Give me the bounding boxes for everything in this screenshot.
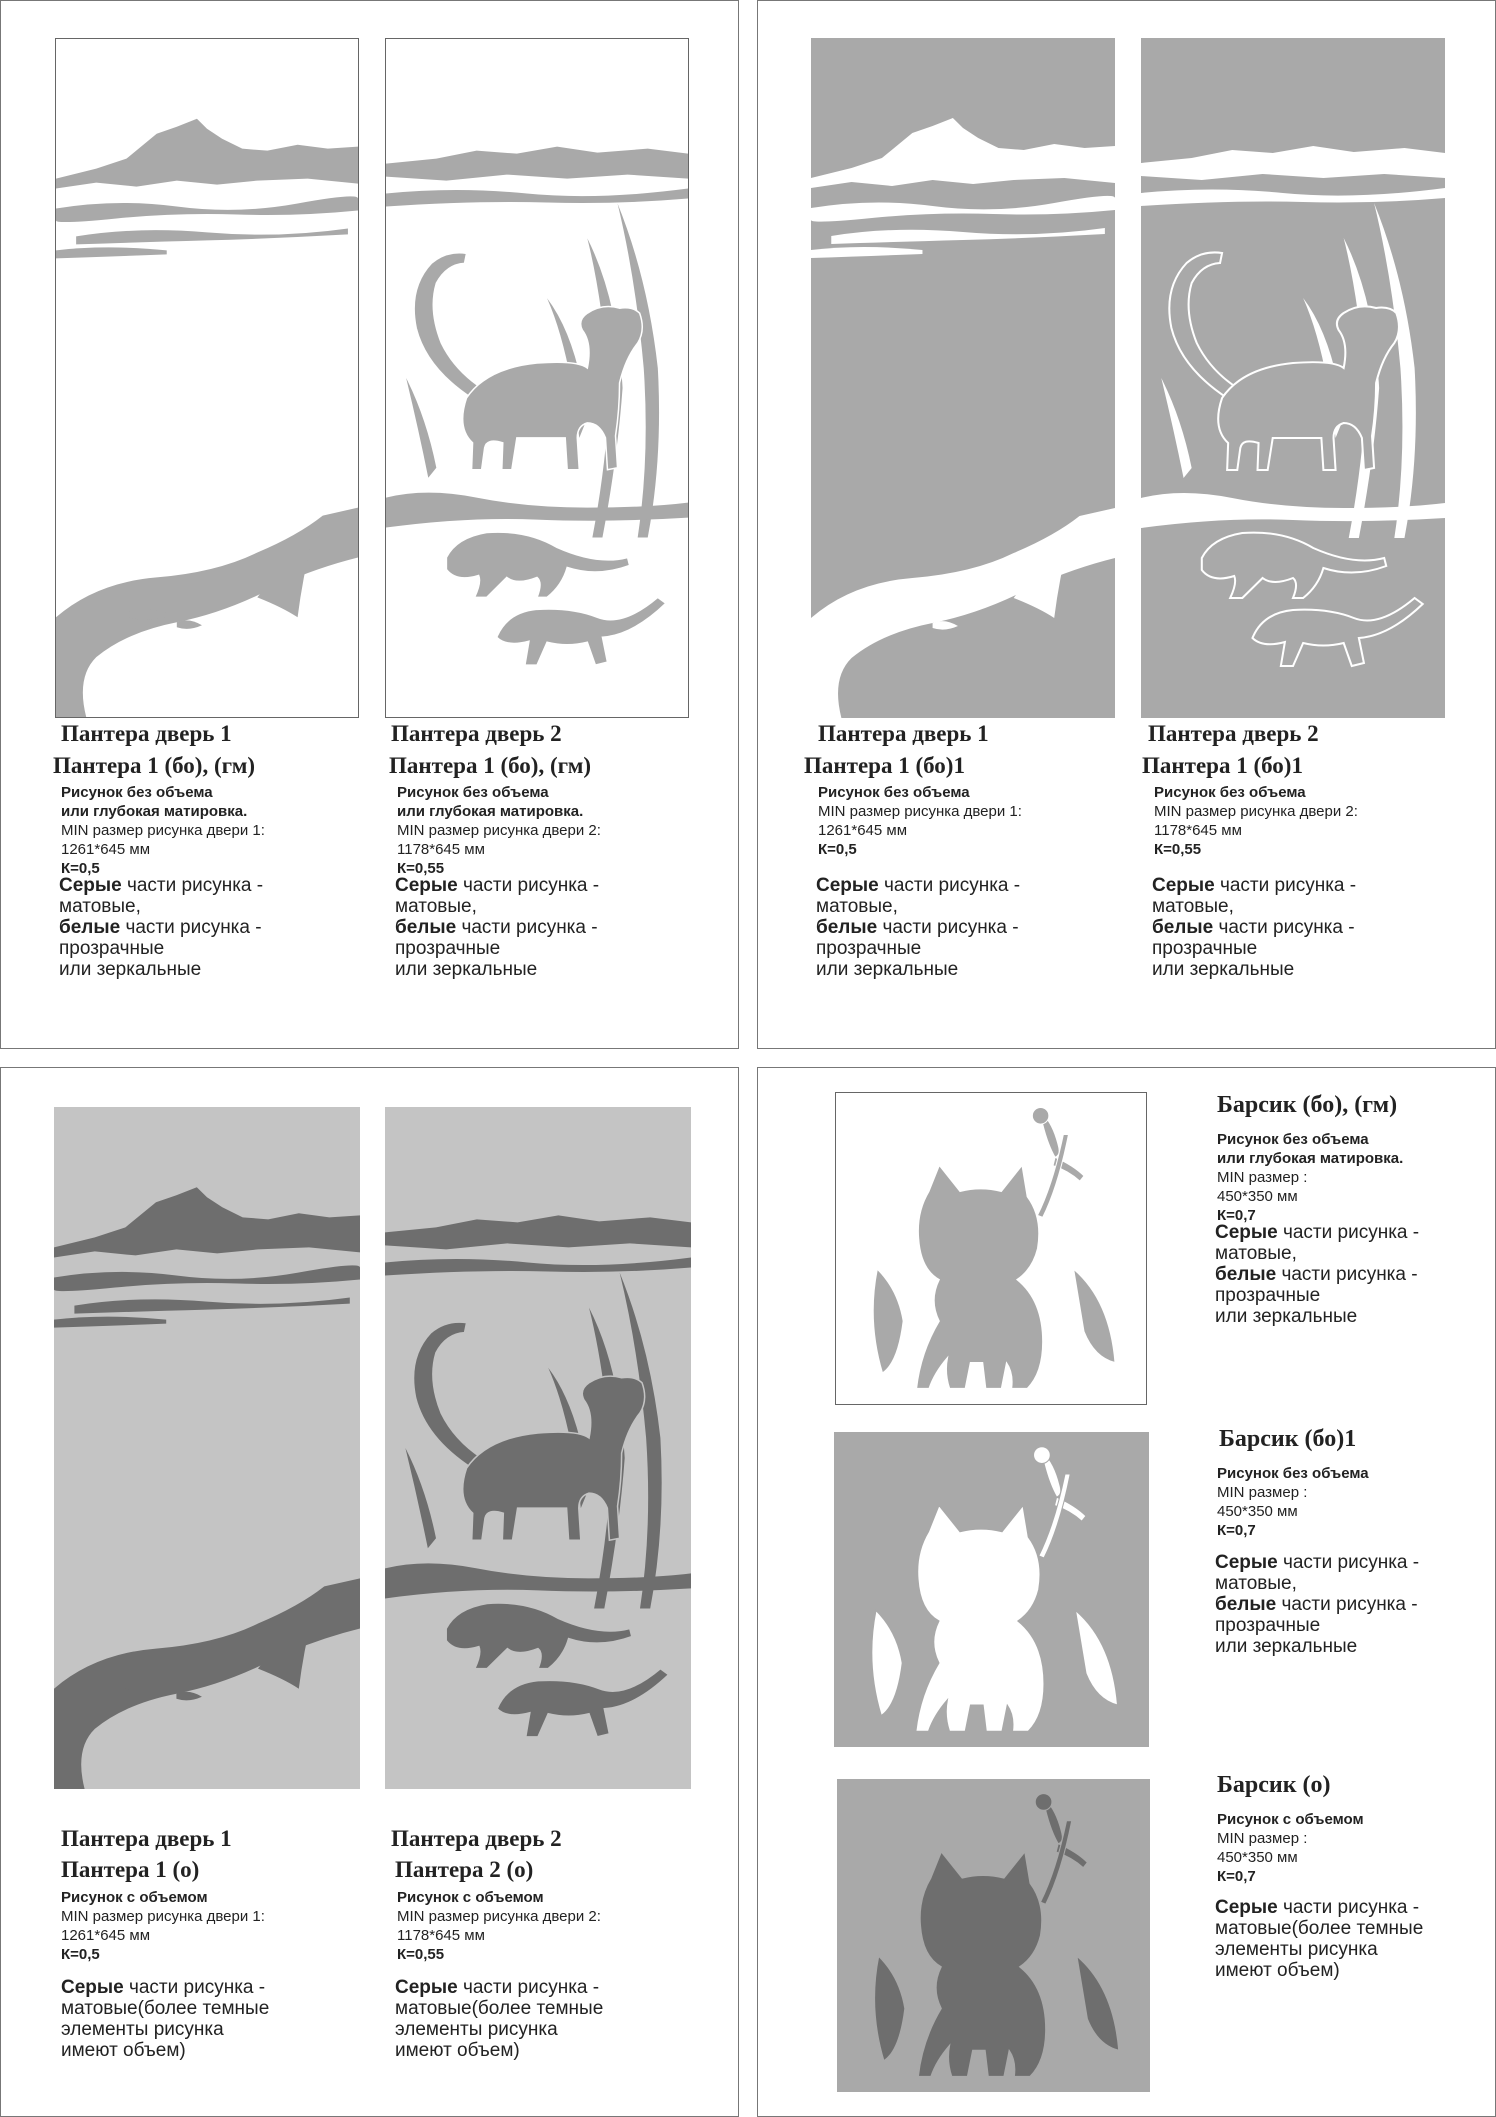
door2-info bbox=[397, 1888, 601, 1964]
door2-subtitle: Пантера 1 (бо)1 bbox=[1142, 753, 1303, 778]
kitten-drawing bbox=[837, 1779, 1150, 2092]
door1-note bbox=[59, 875, 263, 980]
door2-preview bbox=[1141, 38, 1445, 718]
note-text: части рисунка - bbox=[123, 1977, 266, 1998]
kitten1-note bbox=[1215, 1222, 1419, 1327]
note-bold: Серые bbox=[61, 1977, 124, 1998]
door1-title: Пантера дверь 1 bbox=[61, 721, 232, 746]
info-line: Рисунок без объема bbox=[61, 784, 213, 801]
kitten1-title: Барсик (бо), (гм) bbox=[1217, 1092, 1398, 1118]
note-bold: белые bbox=[395, 917, 457, 938]
note-text: прозрачные bbox=[1215, 1285, 1321, 1306]
note-text: части рисунка - bbox=[456, 917, 598, 938]
door2-note bbox=[1152, 875, 1356, 980]
note-text: матовые(более темные bbox=[1215, 1918, 1424, 1939]
note-text: или зеркальные bbox=[1152, 959, 1295, 980]
info-line: Рисунок с объемом bbox=[1217, 1811, 1364, 1828]
door1-subtitle: Пантера 1 (о) bbox=[61, 1857, 200, 1882]
door2-info bbox=[397, 783, 601, 878]
info-line: MIN размер рисунка двери 2: bbox=[397, 822, 601, 839]
kitten2-title: Барсик (бо)1 bbox=[1219, 1426, 1357, 1452]
door1-preview bbox=[55, 38, 359, 718]
door2-title: Пантера дверь 2 bbox=[1148, 721, 1319, 746]
note-text: матовые(более темные bbox=[61, 1998, 270, 2019]
door2-title: Пантера дверь 2 bbox=[391, 1826, 562, 1851]
info-line: MIN размер рисунка двери 2: bbox=[397, 1908, 601, 1925]
coefficient: К=0,7 bbox=[1217, 1522, 1256, 1539]
kitten-drawing bbox=[834, 1432, 1149, 1747]
kitten3-note bbox=[1215, 1897, 1423, 1981]
door2-info bbox=[1154, 783, 1358, 859]
landscape-drawing bbox=[56, 39, 358, 717]
door1-info bbox=[61, 1888, 265, 1964]
note-text: имеют объем) bbox=[61, 2040, 186, 2061]
kitten-drawing bbox=[836, 1093, 1146, 1404]
note-text: части рисунка - bbox=[1277, 1552, 1420, 1573]
info-line: 1261*645 мм bbox=[61, 841, 151, 858]
note-bold: белые bbox=[1152, 917, 1214, 938]
note-text: части рисунка - bbox=[1277, 1897, 1420, 1918]
landscape-drawing bbox=[54, 1107, 360, 1789]
info-line: 1178*645 мм bbox=[397, 841, 485, 858]
panther-drawing bbox=[386, 39, 688, 717]
note-text: прозрачные bbox=[1152, 938, 1258, 959]
note-text: части рисунка - bbox=[1214, 875, 1357, 896]
kitten2-note bbox=[1215, 1552, 1419, 1657]
note-bold: Серые bbox=[59, 875, 122, 896]
coefficient: К=0,5 bbox=[818, 841, 857, 858]
note-text: части рисунка - bbox=[1213, 917, 1355, 938]
note-text: части рисунка - bbox=[120, 917, 262, 938]
door1-subtitle: Пантера 1 (бо), (гм) bbox=[53, 753, 256, 778]
note-text: части рисунка - bbox=[121, 875, 264, 896]
kitten1-info bbox=[1217, 1130, 1403, 1225]
note-text: матовые, bbox=[1215, 1573, 1297, 1594]
note-text: элементы рисунка bbox=[1215, 1939, 1378, 1960]
note-text: или зеркальные bbox=[1215, 1306, 1358, 1327]
note-bold: Серые bbox=[1215, 1552, 1278, 1573]
info-line: 1178*645 мм bbox=[397, 1927, 485, 1944]
info-line: Рисунок без объема bbox=[397, 784, 549, 801]
kitten2-preview bbox=[834, 1432, 1149, 1747]
note-text: части рисунка - bbox=[1276, 1264, 1418, 1285]
note-bold: белые bbox=[1215, 1594, 1277, 1615]
info-line: MIN размер : bbox=[1217, 1484, 1308, 1501]
info-line: MIN размер рисунка двери 1: bbox=[61, 822, 265, 839]
panther-drawing bbox=[385, 1107, 691, 1789]
note-text: или зеркальные bbox=[1215, 1636, 1358, 1657]
coefficient: К=0,55 bbox=[397, 1946, 445, 1963]
note-bold: белые bbox=[1215, 1264, 1277, 1285]
info-line: или глубокая матировка. bbox=[1217, 1150, 1404, 1167]
note-text: матовые, bbox=[816, 896, 898, 917]
sheet-bottom-left bbox=[0, 1067, 739, 2117]
note-text: части рисунка - bbox=[877, 917, 1019, 938]
info-line: 1261*645 мм bbox=[818, 822, 908, 839]
info-line: 1178*645 мм bbox=[1154, 822, 1242, 839]
info-line: Рисунок без объема bbox=[818, 784, 970, 801]
note-text: элементы рисунка bbox=[61, 2019, 224, 2040]
note-text: прозрачные bbox=[816, 938, 922, 959]
info-line: MIN размер : bbox=[1217, 1830, 1308, 1847]
note-bold: Серые bbox=[1215, 1897, 1278, 1918]
info-line: 1261*645 мм bbox=[61, 1927, 151, 1944]
note-text: части рисунка - bbox=[1276, 1594, 1418, 1615]
note-text: части рисунка - bbox=[457, 875, 600, 896]
note-text: прозрачные bbox=[59, 938, 165, 959]
note-text: элементы рисунка bbox=[395, 2019, 558, 2040]
note-text: или зеркальные bbox=[816, 959, 959, 980]
coefficient: К=0,5 bbox=[61, 1946, 100, 1963]
note-bold: Серые bbox=[1152, 875, 1215, 896]
door1-preview bbox=[54, 1107, 360, 1789]
coefficient: К=0,7 bbox=[1217, 1868, 1256, 1885]
note-text: прозрачные bbox=[395, 938, 501, 959]
note-text: или зеркальные bbox=[59, 959, 202, 980]
door2-preview bbox=[385, 38, 689, 718]
door1-title: Пантера дверь 1 bbox=[818, 721, 989, 746]
landscape-drawing bbox=[811, 38, 1115, 718]
note-bold: Серые bbox=[395, 1977, 458, 1998]
panther-drawing bbox=[1141, 38, 1445, 718]
info-line: Рисунок без объема bbox=[1154, 784, 1306, 801]
door2-subtitle: Пантера 1 (бо), (гм) bbox=[389, 753, 592, 778]
info-line: Рисунок с объемом bbox=[397, 1889, 544, 1906]
door1-title: Пантера дверь 1 bbox=[61, 1826, 232, 1851]
door1-preview bbox=[811, 38, 1115, 718]
sheet-bottom-right bbox=[757, 1067, 1496, 2117]
door1-info bbox=[818, 783, 1022, 859]
note-text: или зеркальные bbox=[395, 959, 538, 980]
door1-subtitle: Пантера 1 (бо)1 bbox=[804, 753, 965, 778]
door2-note bbox=[395, 1977, 603, 2061]
info-line: MIN размер рисунка двери 1: bbox=[818, 803, 1022, 820]
info-line: 450*350 мм bbox=[1217, 1503, 1298, 1520]
coefficient: К=0,55 bbox=[397, 860, 445, 877]
note-text: части рисунка - bbox=[1277, 1222, 1420, 1243]
info-line: 450*350 мм bbox=[1217, 1188, 1298, 1205]
coefficient: К=0,55 bbox=[1154, 841, 1202, 858]
sheet-top-right bbox=[757, 0, 1496, 1049]
kitten3-info bbox=[1217, 1810, 1364, 1886]
info-line: Рисунок без объема bbox=[1217, 1131, 1369, 1148]
door2-preview bbox=[385, 1107, 691, 1789]
note-bold: белые bbox=[816, 917, 878, 938]
sheet-top-left bbox=[0, 0, 739, 1049]
note-bold: Серые bbox=[1215, 1222, 1278, 1243]
note-text: имеют объем) bbox=[395, 2040, 520, 2061]
coefficient: К=0,7 bbox=[1217, 1207, 1256, 1224]
kitten3-title: Барсик (о) bbox=[1217, 1772, 1331, 1798]
kitten3-preview bbox=[837, 1779, 1150, 2092]
coefficient: К=0,5 bbox=[61, 860, 100, 877]
door1-info bbox=[61, 783, 265, 878]
note-text: имеют объем) bbox=[1215, 1960, 1340, 1981]
note-text: матовые, bbox=[1215, 1243, 1297, 1264]
kitten1-preview bbox=[835, 1092, 1147, 1405]
note-text: матовые, bbox=[1152, 896, 1234, 917]
info-line: MIN размер : bbox=[1217, 1169, 1308, 1186]
info-line: 450*350 мм bbox=[1217, 1849, 1298, 1866]
note-text: части рисунка - bbox=[878, 875, 1021, 896]
note-text: части рисунка - bbox=[457, 1977, 600, 1998]
door2-title: Пантера дверь 2 bbox=[391, 721, 562, 746]
info-line: Рисунок с объемом bbox=[61, 1889, 208, 1906]
note-text: прозрачные bbox=[1215, 1615, 1321, 1636]
door2-subtitle: Пантера 2 (о) bbox=[395, 1857, 534, 1882]
info-line: MIN размер рисунка двери 1: bbox=[61, 1908, 265, 1925]
kitten2-info bbox=[1217, 1464, 1369, 1540]
info-line: Рисунок без объема bbox=[1217, 1465, 1369, 1482]
note-bold: Серые bbox=[395, 875, 458, 896]
note-text: матовые, bbox=[59, 896, 141, 917]
door1-note bbox=[61, 1977, 269, 2061]
info-line: или глубокая матировка. bbox=[61, 803, 248, 820]
note-text: матовые, bbox=[395, 896, 477, 917]
door1-note bbox=[816, 875, 1020, 980]
note-bold: белые bbox=[59, 917, 121, 938]
door2-note bbox=[395, 875, 599, 980]
info-line: MIN размер рисунка двери 2: bbox=[1154, 803, 1358, 820]
info-line: или глубокая матировка. bbox=[397, 803, 584, 820]
note-text: матовые(более темные bbox=[395, 1998, 604, 2019]
note-bold: Серые bbox=[816, 875, 879, 896]
